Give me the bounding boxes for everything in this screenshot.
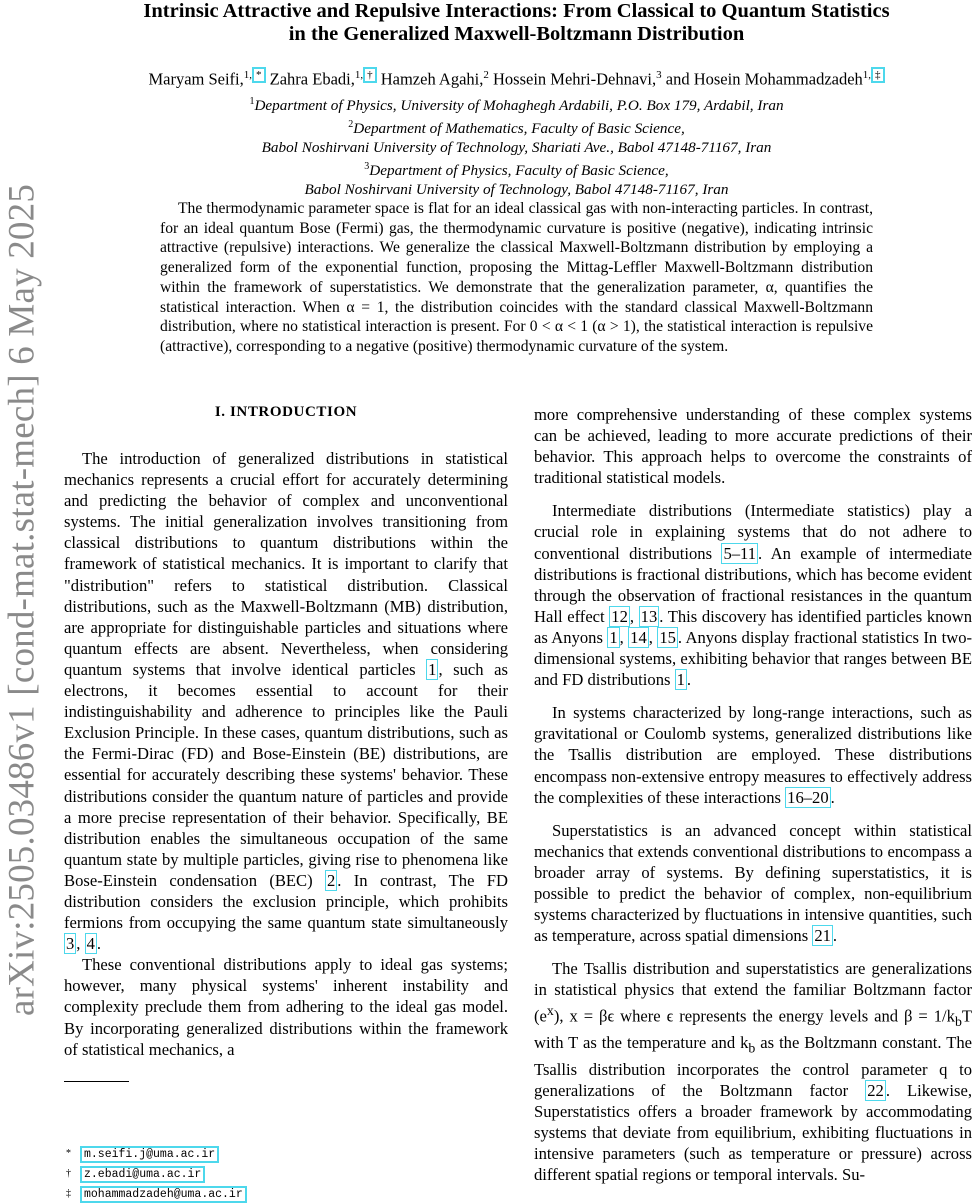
paragraph: In systems characterized by long-range interactions, such as gravitational or Coulomb systems, generalized distributions like the Tsallis distribution are employed. These distributions encompass non-extensive entropy measures to effectively address the complexities of these interactions 16–20 . xyxy=(534,703,972,807)
footnote-mark: ‡ xyxy=(66,1188,71,1199)
paragraph: Intermediate distributions (Intermediate statistics) play a crucial role in explaining systems that do not adhere to conventional distributions 5–11 . An example of intermediate distributions is fractional distributions, which has become evident through the observation of fractional resistances in the quantum Hall effect 12 , 13 . This discovery has identified particles known as Anyons 1 , 14 , 15 . Anyons display fractional statistics In two-dimensional systems, exhibiting behavior that ranges between BE and FD distributions 1 . xyxy=(534,501,973,690)
author-name: and Hosein Mohammadzadeh xyxy=(665,69,863,89)
footnote-divider xyxy=(64,1081,129,1082)
author-name: Hamzeh Agahi, xyxy=(380,69,484,89)
author-name: Maryam Seifi, xyxy=(148,69,244,89)
email-link[interactable]: mohammadzadeh@uma.ac.ir xyxy=(80,1186,247,1203)
citation-link[interactable]: 1 xyxy=(676,670,685,690)
paper-title xyxy=(60,0,973,46)
affiliation-mark: 3 xyxy=(364,161,370,173)
affiliation-line xyxy=(60,92,973,115)
citation-link[interactable]: 1 xyxy=(609,627,618,647)
citation-link[interactable]: 12 xyxy=(611,606,628,626)
citation-link[interactable]: 4 xyxy=(86,934,95,954)
affiliation-mark: 2 xyxy=(348,119,354,131)
footnotes xyxy=(66,1144,247,1204)
citation-link[interactable]: 5–11 xyxy=(723,543,757,563)
citation-link[interactable]: 14 xyxy=(630,627,647,647)
paragraph: The introduction of generalized distributions in statistical mechanics represents a crucial effort for accurately determining and predicting the behavior of complex and unconventional systems. The initial generalization involves transitioning from classical distributions to quantum distributions within the framework of statistical mechanics. It is important to clarify that "distribution" refers to statistical distribution. Classical distributions, such as the Maxwell-Boltzmann (MB) distribution, are appropriate for distinguishable particles and situations where quantum effects are absent. Nevertheless, when considering quantum systems that involve identical particles 1 , such as electrons, it becomes essential to account for their indistinguishability and adherence to principles like the Pauli Exclusion Principle. In these cases, quantum distributions, such as the Fermi-Dirac (FD) and Bose-Einstein (BE) distributions, are essential for accurately describing these systems' behavior. These distributions consider the quantum nature of particles and provide a more precise representation of their behavior. Specifically, BE distribution enables the simultaneous occupation of the same quantum state by multiple particles, giving rise to phenomena like Bose-Einstein condensation (BEC) 2 . In contrast, The FD distribution considers the exclusion principle, which prohibits fermions from occupying the same quantum state simultaneously 3 , 4 . xyxy=(64,449,509,954)
affiliation-line xyxy=(60,138,973,157)
footnote-link[interactable]: ‡ xyxy=(871,67,885,83)
title-line-2: in the Generalized Maxwell-Boltzmann Distribution xyxy=(288,23,745,45)
citation-link[interactable]: 16–20 xyxy=(787,787,829,807)
email-link[interactable]: m.seifi.j@uma.ac.ir xyxy=(80,1146,219,1163)
section-heading-introduction: I. INTRODUCTION xyxy=(214,404,358,420)
author-name: Zahra Ebadi, xyxy=(269,69,355,89)
footnote-item xyxy=(66,1164,247,1184)
author-affil-mark: 1, xyxy=(862,69,872,81)
citation-link[interactable]: 15 xyxy=(659,627,676,647)
affiliation-text: Babol Noshirvani University of Technology, Babol 47148-71167, Iran xyxy=(304,181,729,199)
paragraph: The Tsallis distribution and superstatistics are generalizations in statistical physics that extend the familiar Boltzmann factor $(e^x)$, x = βϵ where ϵ represents the energy levels and $\beta = 1/k_bT$ with T as the temperature and $k_b$ as the Boltzmann constant. The Tsallis distribution incorporates the control parameter q to generalizations of the Boltzmann factor 22 . Likewise, Superstatistics offers a broader framework by accommodating systems that deviate from equilibrium, exhibiting fluctuations in intensive parameters (such as temperature or pressure) across different spatial regions or temporal intervals. Su- xyxy=(534,959,972,1185)
left-column xyxy=(64,448,508,1060)
citation-link[interactable]: 2 xyxy=(327,870,336,890)
author-list xyxy=(60,67,973,90)
paragraph: Superstatistics is an advanced concept within statistical mechanics that extends conventional distributions to encompass a broader array of systems. By defining superstatistics, it is possible to predict the behavior of complex, non-equilibrium systems characterized by fluctuations in intensive quantities, such as temperature, across spatial dimensions 21 . xyxy=(534,820,972,946)
paragraph: more comprehensive understanding of these complex systems can be achieved, leading to more accurate predictions of their behavior. This approach helps to overcome the constraints of traditional statistical models. xyxy=(534,405,972,488)
footnote-mark: † xyxy=(66,1168,71,1179)
citation-link[interactable]: 13 xyxy=(640,606,658,626)
footnote-link[interactable]: † xyxy=(363,67,377,83)
author-affil-mark: 3 xyxy=(656,69,662,81)
author-affil-mark: 1, xyxy=(243,69,253,81)
abstract: The thermodynamic parameter space is flat for an ideal classical gas with non-interacting particles. In contrast, for an ideal quantum Bose (Fermi) gas, the thermodynamic curvature is positive (negative), indicating intrinsic attractive (repulsive) interactions. We generalize the classical Maxwell-Boltzmann distribution by employing a generalized form of the exponential function, proposing the Mittag-Leffler Maxwell-Boltzmann distribution within the framework of superstatistics. We demonstrate that the generalization parameter, α, quantifies the statistical interaction. When α = 1, the distribution coincides with the standard classical Maxwell-Boltzmann distribution, where no statistical interaction is present. For 0 < α < 1 (α > 1), the statistical interaction is repulsive (attractive), corresponding to a negative (positive) thermodynamic curvature of the system. xyxy=(160,200,873,355)
author-affil-mark: 2 xyxy=(483,69,489,81)
affiliation-text: Department of Physics, Faculty of Basic Science, xyxy=(369,162,669,180)
arxiv-identifier: arXiv:2505.03486v1 [cond-mat.stat-mech] 6 May 2025 xyxy=(1,183,43,1017)
affiliation-mark: 1 xyxy=(249,96,255,107)
footnote-link[interactable]: * xyxy=(252,67,266,83)
citation-link[interactable]: 1 xyxy=(428,659,437,679)
footnote-mark: * xyxy=(66,1148,71,1159)
citation-link[interactable]: 22 xyxy=(867,1080,884,1100)
email-link[interactable]: z.ebadi@uma.ac.ir xyxy=(80,1166,205,1183)
affiliation-text: Department of Mathematics, Faculty of Basic Science, xyxy=(353,120,685,138)
footnote-item xyxy=(66,1144,247,1164)
author-affil-mark: 1, xyxy=(354,69,364,81)
affiliation-line xyxy=(60,115,973,138)
citation-link[interactable]: 21 xyxy=(814,926,831,946)
affiliation-line xyxy=(60,157,973,180)
paragraph: These conventional distributions apply to ideal gas systems; however, many physical systems' inherent instability and complexity preclude them from adhering to the ideal gas model. By incorporating generalized distributions within the framework of statistical mechanics, a xyxy=(64,955,508,1059)
affiliations xyxy=(60,92,973,199)
affiliation-text: Department of Physics, University of Mohaghegh Ardabili, P.O. Box 179, Ardabil, Iran xyxy=(254,97,784,115)
arxiv-side-stamp xyxy=(0,0,52,1200)
right-column xyxy=(534,404,972,1185)
citation-link[interactable]: 3 xyxy=(66,934,75,954)
affiliation-line xyxy=(60,180,973,199)
author-name: Hossein Mehri-Dehnavi, xyxy=(493,69,657,89)
affiliation-text: Babol Noshirvani University of Technology, Shariati Ave., Babol 47148-71167, Iran xyxy=(261,139,772,157)
footnote-item xyxy=(66,1184,247,1204)
title-line-1: Intrinsic Attractive and Repulsive Interactions: From Classical to Quantum Statistics xyxy=(143,0,890,22)
